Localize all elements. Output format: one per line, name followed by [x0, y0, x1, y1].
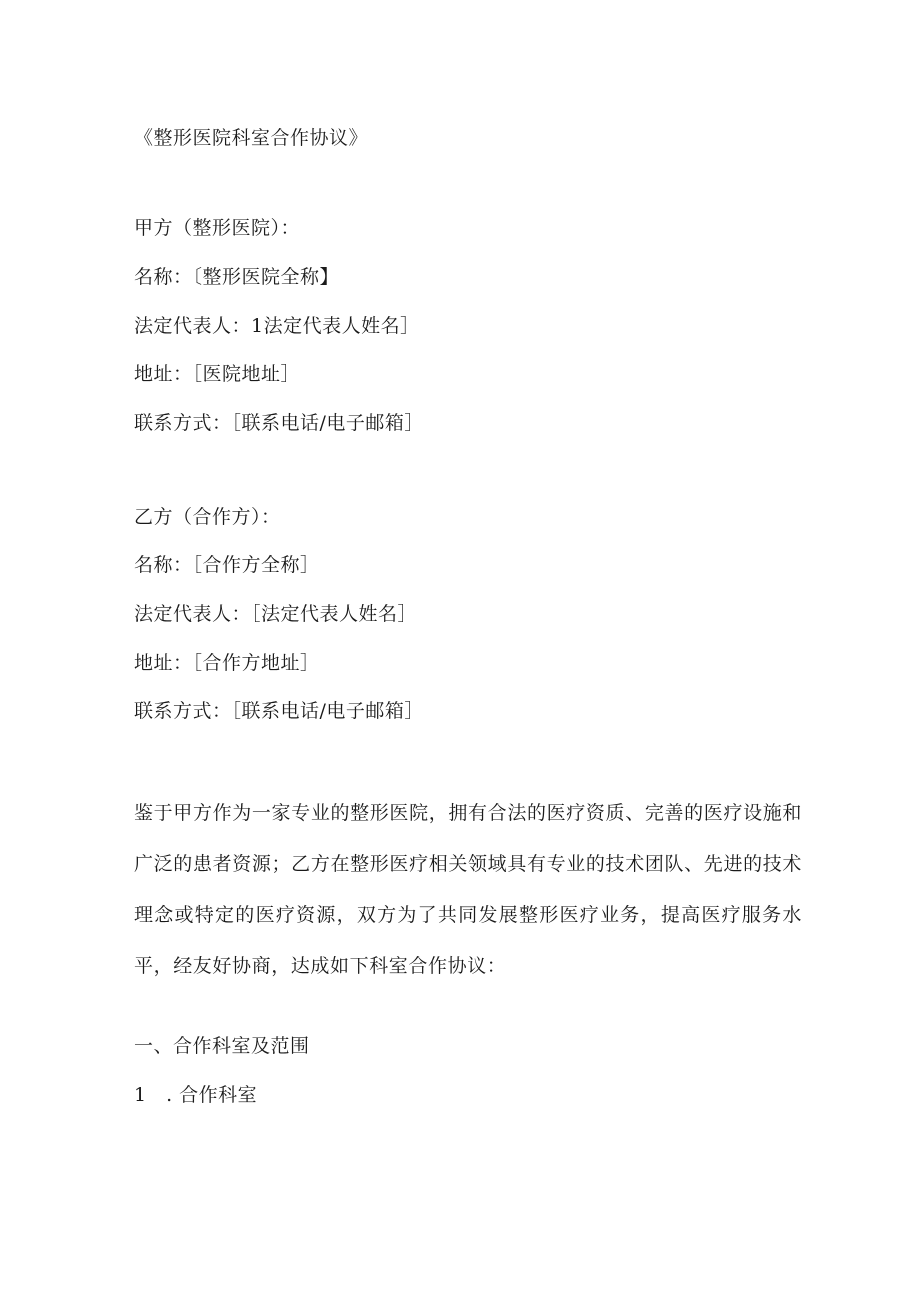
party-b-legal-rep: 法定代表人：［法定代表人姓名］ [134, 603, 418, 625]
party-b-address: 地址：［合作方地址］ [134, 652, 320, 674]
section-heading: 一、合作科室及范围 [134, 1035, 310, 1057]
party-a-name: 名称：〔整形医院全称】 [134, 266, 340, 288]
party-a-address: 地址：［医院地址］ [134, 363, 301, 385]
party-a-legal-rep: 法定代表人：1法定代表人姓名］ [134, 315, 420, 337]
preamble-paragraph: 鉴于甲方作为一家专业的整形医院，拥有合法的医疗资质、完善的医疗设施和广泛的患者资源；乙方在整形医疗相关领域具有专业的技术团队、先进的技术理念或特定的医疗资源，双方为了共同发展整形医疗业务，提高医疗服务水平，经友好协商，达成如下科室合作协议： [134, 802, 802, 977]
subsection-heading: 1 . 合作科室 [134, 1084, 258, 1106]
party-b-name: 名称：［合作方全称］ [134, 554, 320, 576]
party-a-heading: 甲方（整形医院）： [134, 217, 301, 239]
document-title: 《整形医院科室合作协议》 [134, 127, 369, 149]
party-b-heading: 乙方（合作方）： [134, 506, 281, 528]
party-a-contact: 联系方式：［联系电话/电子邮箱］ [134, 412, 424, 434]
party-b-contact: 联系方式：［联系电话/电子邮箱］ [134, 700, 424, 722]
